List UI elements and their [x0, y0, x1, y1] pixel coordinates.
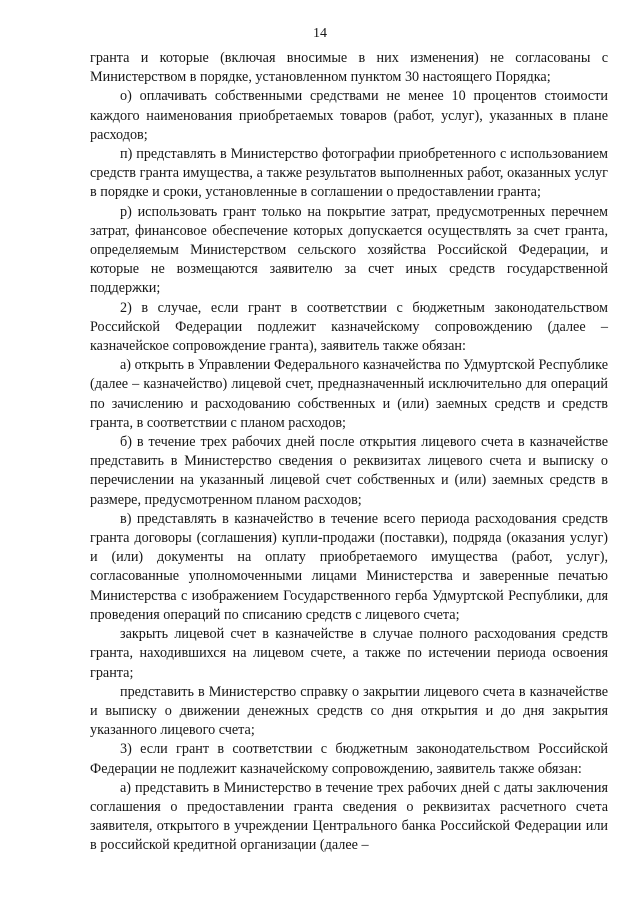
paragraph-close-account: закрыть лицевой счет в казначействе в случае полного расходования средств гранта, находившихся на лицевом счете, а также по истечении периода освоения гранта;: [90, 626, 608, 681]
paragraph-clause-2-a: а) открыть в Управлении Федерального казначейства по Удмуртской Республике (далее – казначейство) лицевой счет, предназначенный исключительно для операций по зачислению и расходованию собственных и (или) заемных средств и средств гранта, в соответствии с планом расходов;: [90, 357, 608, 431]
paragraph-item-o: о) оплачивать собственными средствами не менее 10 процентов стоимости каждого наименования приобретаемых товаров (работ, услуг), указанных в плане расходов;: [90, 88, 608, 143]
paragraph-clause-3-a: а) представить в Министерство в течение трех рабочих дней с даты заключения соглашения о предоставлении гранта сведения о реквизитах расчетного счета заявителя, открытого в учреждении Центрального банка Российской Федерации или в российской кредитной организации (далее –: [90, 779, 608, 854]
paragraph-submit-certificate: представить в Министерство справку о закрытии лицевого счета в казначействе и выписку о движении денежных средств со дня открытия и до дня закрытия указанного лицевого счета;: [90, 683, 608, 739]
document-body: [90, 49, 608, 856]
paragraph-clause-3: 3) если грант в соответствии с бюджетным законодательством Российской Федерации не подлежит казначейскому сопровождению, заявитель также обязан:: [90, 741, 608, 777]
paragraph-clause-2-v: в) представлять в казначейство в течение всего периода расходования средств гранта договоры (соглашения) купли-продажи (поставки), подряда (оказания услуг) и (или) документы на оплату приобретаемого имущества (работ, услуг), согласованные уполномоченными лицами Министерства и заверенные печатью Министерства с изображением Государственного герба Удмуртской Республики, для проведения операций по списанию средств с лицевого счета;: [90, 510, 608, 623]
paragraph-item-p: п) представлять в Министерство фотографии приобретенного с использованием средств гранта имущества, а также результатов выполненных работ, оказанных услуг в порядке и сроки, установленные в соглашении о предоставлении гранта;: [90, 146, 608, 201]
paragraph-continuation: гранта и которые (включая вносимые в них изменения) не согласованы с Министерством в порядке, установленном пунктом 30 настоящего Порядка;: [90, 50, 608, 86]
paragraph-item-r: р) использовать грант только на покрытие затрат, предусмотренных перечнем затрат, финансовое обеспечение которых допускается осуществлять за счет гранта, определяемым Министерством сельского хозяйства Российской Федерации, и которые не возмещаются заявителю за счет иных средств государственной поддержки;: [90, 203, 608, 297]
paragraph-clause-2: 2) в случае, если грант в соответствии с бюджетным законодательством Российской Федерации подлежит казначейскому сопровождению (далее – казначейское сопровождение гранта), заявитель также обязан:: [90, 299, 608, 355]
page-number: 14: [313, 26, 327, 41]
paragraph-clause-2-b: б) в течение трех рабочих дней после открытия лицевого счета в казначействе представить в Министерство сведения о реквизитах лицевого счета и выписку о перечислении на указанный лицевой счет собственных и (или) заемных средств в размере, предусмотренном планом расходов;: [90, 434, 608, 508]
